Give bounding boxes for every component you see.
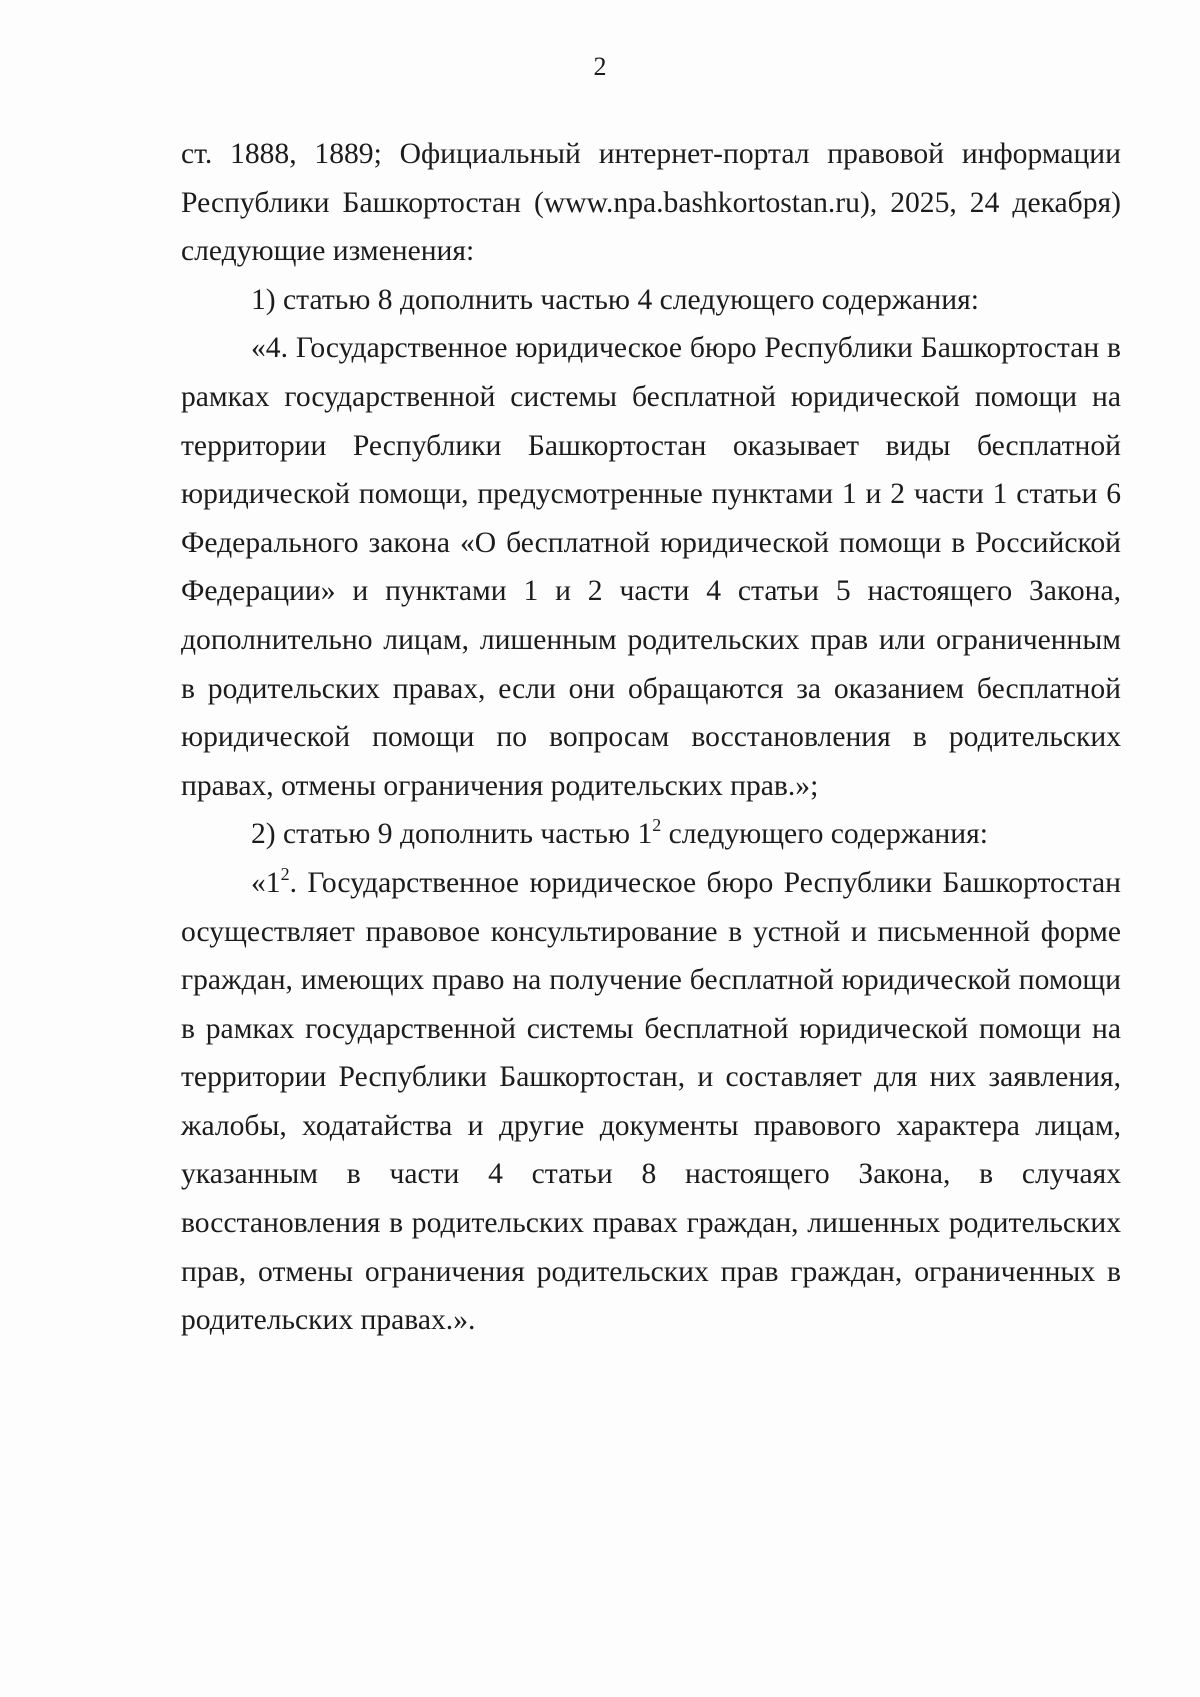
superscript: 2: [280, 863, 290, 884]
paragraph-item-1: 1) статью 8 дополнить частью 4 следующего содержания:: [251, 283, 979, 316]
item-2-text: 2) статью 9 дополнить частью 1: [251, 818, 653, 851]
page-number: 2: [593, 52, 607, 81]
document-body: [181, 130, 1121, 1345]
quote-2-open: «1: [251, 866, 281, 899]
paragraph-item-2: [181, 810, 1121, 859]
paragraph-quote-part-1-2: [181, 859, 1121, 1345]
paragraph-continuation: ст. 1888, 1889; Официальный интернет-портал правовой информации Республики Башкортостан (www.npa.bashkortostan.ru), 2025, 24 декабря) следующие изменения:: [181, 138, 1121, 268]
superscript: 2: [652, 815, 662, 836]
item-2-text-end: следующего содержания:: [661, 818, 988, 851]
paragraph-quote-part-4: «4. Государственное юридическое бюро Республики Башкортостан в рамках государственной системы бесплатной юридической помощи на территории Республики Башкортостан оказывает виды бесплатной юридической помощи, предусмотренные пунктами 1 и 2 части 1 статьи 6 Федерального закона «О бесплатной юридической помощи в Российской Федерации» и пунктами 1 и 2 части 4 статьи 5 настоящего Закона, дополнительно лицам, лишенным родительских прав или ограниченным в родительских правах, если они обращаются за оказанием бесплатной юридической помощи по вопросам восстановления в родительских правах, отмены ограничения родительских прав.»;: [181, 332, 1121, 802]
quote-2-text: . Государственное юридическое бюро Республики Башкортостан осуществляет правовое консультирование в устной и письменной форме граждан, имеющих право на получение бесплатной юридической помощи в рамках государственной системы бесплатной юридической помощи на территории Республики Башкортостан, и составляет для них заявления, жалобы, ходатайства и другие документы правового характера лицам, указанным в части 4 статьи 8 настоящего Закона, в случаях восстановления в родительских правах граждан, лишенных родительских прав, отмены ограничения родительских прав граждан, ограниченных в родительских правах.».: [181, 866, 1121, 1337]
